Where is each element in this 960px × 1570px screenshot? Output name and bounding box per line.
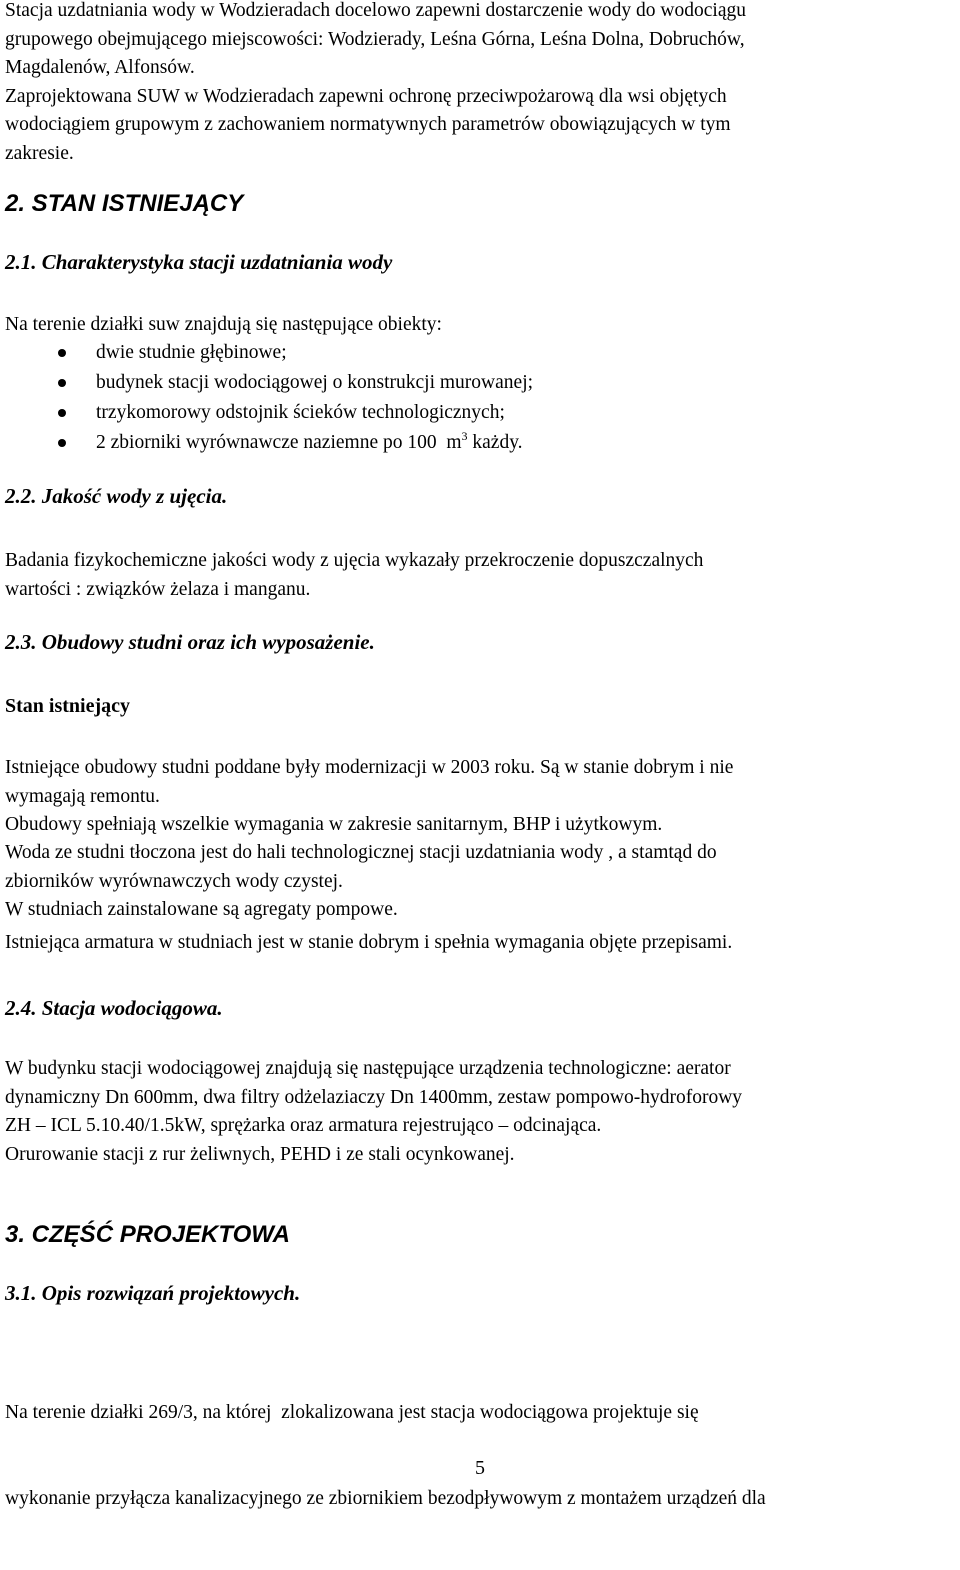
text-line: zakresie.: [5, 142, 74, 164]
text-line: Magdalenów, Alfonsów.: [5, 57, 195, 78]
text-line: Istniejące obudowy studni poddane były modernizacji w 2003 roku. Są w stanie dobrym i nie: [5, 757, 734, 778]
list-item-text-main: 2 zbiorniki wyrównawcze naziemne po 100 m: [96, 432, 462, 453]
paragraph: W studniach zainstalowane są agregaty pompowe.: [5, 899, 398, 920]
bullet-icon: [58, 349, 66, 357]
bullet-icon: [58, 439, 66, 447]
subsection-heading: 2.3. Obudowy studni oraz ich wyposażenie.: [5, 630, 375, 654]
list-item-text: budynek stacji wodociągowej o konstrukcji murowanej;: [96, 372, 534, 393]
text-line: wartości : związków żelaza i manganu.: [5, 578, 311, 600]
subsection-heading: 2.2. Jakość wody z ujęcia.: [5, 484, 228, 508]
list-item: [0, 368, 533, 398]
text-line: ZH – ICL 5.10.40/1.5kW, sprężarka oraz armatura rejestrująco – odcinająca.: [5, 1115, 602, 1136]
text-line: wodociągiem grupowym z zachowaniem normatywnych parametrów obowiązujących w tym: [5, 114, 731, 135]
text-line: Woda ze studni tłoczona jest do hali technologicznej stacji uzdatniania wody , a stamtąd do: [5, 842, 717, 863]
text-line: W budynku stacji wodociągowej znajdują się następujące urządzenia technologiczne: aerator: [5, 1058, 731, 1079]
text-line: wykonanie przyłącza kanalizacyjnego ze zbiornikiem bezodpływowym z montażem urządzeń dla: [5, 1487, 766, 1509]
text-line: Orurowanie stacji z rur żeliwnych, PEHD i ze stali ocynkowanej.: [5, 1143, 515, 1165]
paragraph: [5, 1055, 957, 1169]
paragraph: [5, 547, 957, 604]
list-item: [0, 338, 533, 368]
list-item-text: dwie studnie głębinowe;: [96, 342, 287, 363]
list-item-text: trzykomorowy odstojnik ścieków technologicznych;: [96, 402, 505, 423]
section-heading: 3. CZĘŚĆ PROJEKTOWA: [5, 1221, 290, 1248]
paragraph: Istniejąca armatura w studniach jest w stanie dobrym i spełnia wymagania objęte przepisami.: [5, 932, 733, 953]
list-item-text-tail: każdy.: [467, 432, 523, 453]
paragraph: Na terenie działki suw znajdują się następujące obiekty:: [5, 314, 442, 335]
subsection-heading: 2.4. Stacja wodociągowa.: [5, 996, 223, 1020]
text-line: dynamiczny Dn 600mm, dwa filtry odżelaziaczy Dn 1400mm, zestaw pompowo-hydroforowy: [5, 1086, 743, 1108]
paragraph: [5, 839, 957, 896]
list-item: [0, 428, 533, 458]
bullet-icon: [58, 379, 66, 387]
bullet-list: [0, 338, 533, 458]
text-line: Badania fizykochemiczne jakości wody z ujęcia wykazały przekroczenie dopuszczalnych: [5, 550, 704, 571]
text-line: Zaprojektowana SUW w Wodzieradach zapewni ochronę przeciwpożarową dla wsi objętych: [5, 85, 727, 107]
section-heading: 2. STAN ISTNIEJĄCY: [5, 190, 244, 217]
subsection-heading: 2.1. Charakterystyka stacji uzdatniania wody: [5, 250, 393, 274]
subsection-heading: 3.1. Opis rozwiązań projektowych.: [5, 1281, 301, 1305]
intro-paragraph: [5, 0, 957, 168]
superscript: 3: [461, 429, 468, 443]
label-heading: Stan istniejący: [5, 695, 130, 717]
paragraph: [5, 754, 957, 811]
list-item: [0, 398, 533, 428]
text-line: Stacja uzdatniania wody w Wodzieradach docelowo zapewni dostarczenie wody do wodociągu: [5, 0, 746, 21]
text-line: Na terenie działki 269/3, na której zlokalizowana jest stacja wodociągowa projektuje się: [5, 1402, 699, 1423]
text-line: wymagają remontu.: [5, 785, 160, 807]
paragraph: Obudowy spełniają wszelkie wymagania w zakresie sanitarnym, BHP i użytkowym.: [5, 814, 663, 835]
text-line: zbiorników wyrównawczych wody czystej.: [5, 870, 343, 892]
text-line: grupowego obejmującego miejscowości: Wodzierady, Leśna Górna, Leśna Dolna, Dobruchów,: [5, 28, 745, 50]
bullet-icon: [58, 409, 66, 417]
list-item-text: [96, 429, 523, 453]
page-number: 5: [475, 1457, 485, 1479]
